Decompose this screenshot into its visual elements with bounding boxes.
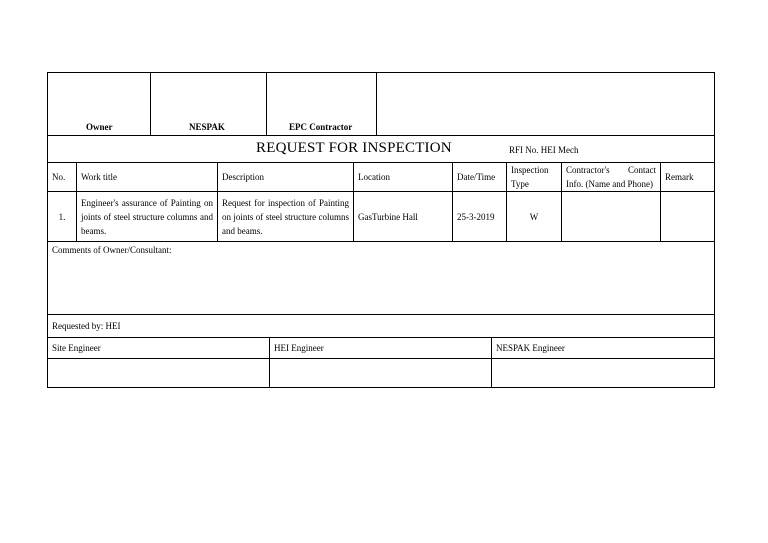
col-header-remark: Remark [661,163,715,192]
col-header-description: Description [218,163,354,192]
col-header-contractor-contact: Contractor's Contact Info. (Name and Phone) [562,163,661,192]
owner-label: Owner [48,73,151,136]
inspection-table [47,162,715,242]
row-inspection-type: W [507,192,562,242]
row-location: GasTurbine Hall [354,192,453,242]
requested-by: Requested by: HEI [48,315,715,338]
epc-contractor-label: EPC Contractor [267,73,377,136]
comments-field: Comments of Owner/Consultant: [48,242,715,315]
row-work-title: Engineer's assurance of Painting on joints of steel structure columns and beams. [77,192,218,242]
row-remark [661,192,715,242]
site-engineer-signature [48,359,270,388]
consultant-name: NESPAK [151,73,267,136]
nespak-engineer-signature [492,359,715,388]
title-row [48,136,715,163]
page-title: REQUEST FOR INSPECTION [256,140,452,156]
col-header-location: Location [354,163,453,192]
table-row [48,192,715,242]
col-header-inspection-type: Inspection Type [507,163,562,192]
site-engineer-label: Site Engineer [48,338,270,359]
footer-table [47,241,715,388]
hei-engineer-signature [270,359,492,388]
rfi-number: RFI No. HEI Mech [509,145,579,155]
hei-engineer-label: HEI Engineer [270,338,492,359]
col-header-no: No. [48,163,77,192]
nespak-engineer-label: NESPAK Engineer [492,338,715,359]
col-header-work-title: Work title [77,163,218,192]
row-no: 1. [48,192,77,242]
header-table [47,72,715,163]
col-header-date-time: Date/Time [453,163,507,192]
inspection-form [47,72,714,388]
row-date-time: 25-3-2019 [453,192,507,242]
row-description: Request for inspection of Painting on joints of steel structure columns and beams. [218,192,354,242]
row-contractor-contact [562,192,661,242]
epc-contractor-value [377,73,715,136]
